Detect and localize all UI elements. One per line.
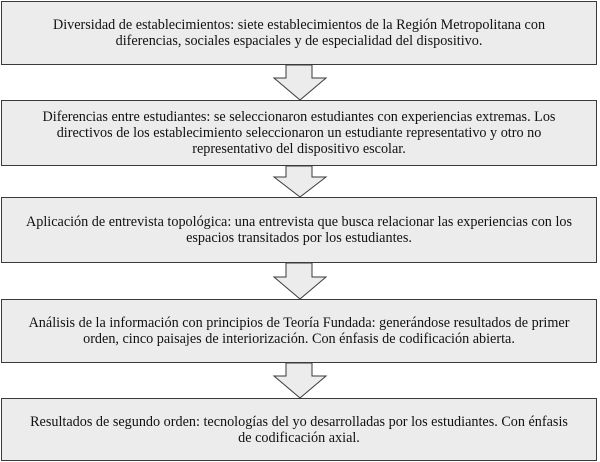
down-arrow-icon [0,263,600,299]
flow-step-2-text: Diferencias entre estudiantes: se seleccionaron estudiantes con experiencias extremas. Los directivos de los establecimiento seleccionaron un estudiante representativo y otro no representativo del dispositivo escolar. [42,109,556,157]
flow-step-5 [1,398,597,461]
flow-step-1 [1,1,597,65]
flow-step-2 [1,100,597,166]
flow-step-1-text: Diversidad de establecimientos: siete establecimientos de la Región Metropolitana con diferencias, sociales espaciales y de especialidad del dispositivo. [52,17,546,49]
down-arrow-icon [0,363,600,398]
flow-step-3 [1,197,597,263]
flow-step-4-text: Análisis de la información con principios de Teoría Fundada: generándose resultados de primer orden, cinco paisajes de interiorización. Con énfasis de codificación abierta. [28,315,570,347]
down-arrow-icon [0,166,600,197]
flow-step-3-text: Aplicación de entrevista topológica: una entrevista que busca relacionar las experiencias con los espacios transitados por los estudiantes. [26,214,573,246]
down-arrow-icon [0,65,600,100]
flow-step-4 [1,299,597,363]
flow-step-5-text: Resultados de segundo orden: tecnologías del yo desarrolladas por los estudiantes. Con énfasis de codificación axial. [30,413,568,446]
